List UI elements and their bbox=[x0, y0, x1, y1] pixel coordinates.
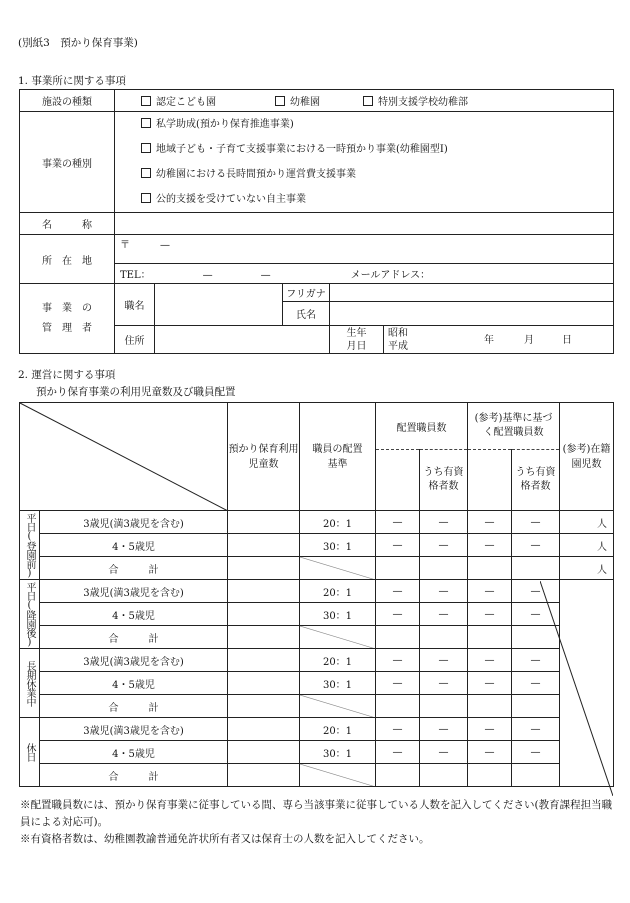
group-label: 平日(降園後) bbox=[20, 580, 40, 649]
table-row bbox=[20, 603, 614, 626]
children-count-field[interactable] bbox=[228, 649, 300, 672]
ratio-cell: 30：1 bbox=[300, 741, 376, 764]
staff-count-cell[interactable] bbox=[420, 695, 468, 718]
enrolled-count-cell[interactable]: 人 bbox=[560, 511, 614, 534]
business-option-3[interactable]: 幼稚園における長時間預かり運営費支援事業 bbox=[141, 162, 613, 187]
note-staff: ※配置職員数には、預かり保育事業に従事している間、専ら当該事業に従事している人数を記入してください(教育課程担当職員による対応可)。 bbox=[20, 799, 613, 828]
facility-type-options bbox=[115, 90, 614, 112]
staff-count-cell[interactable] bbox=[468, 764, 512, 787]
staff-count-cell[interactable]: — bbox=[420, 603, 468, 626]
table-row bbox=[20, 626, 614, 649]
manager-label: 事 業 の 管 理 者 bbox=[20, 284, 115, 354]
children-count-field[interactable] bbox=[228, 672, 300, 695]
children-count-field[interactable] bbox=[228, 557, 300, 580]
group-label: 長期休業中 bbox=[20, 649, 40, 718]
table-row bbox=[20, 557, 614, 580]
checkbox-icon[interactable] bbox=[275, 96, 285, 106]
staff-count-cell[interactable] bbox=[512, 557, 560, 580]
manager-name-field[interactable] bbox=[330, 302, 614, 326]
staff-count-cell[interactable] bbox=[468, 626, 512, 649]
postal-field[interactable]: 〒 — bbox=[115, 235, 614, 264]
blank-diagonal bbox=[300, 764, 376, 787]
ratio-blank bbox=[300, 557, 376, 580]
position-field[interactable] bbox=[155, 284, 283, 326]
birth-label: 生年 月日 bbox=[330, 326, 384, 354]
table-row bbox=[20, 741, 614, 764]
blank-diagonal bbox=[300, 695, 376, 718]
col-ref-uchi: うち有資格者数 bbox=[512, 450, 560, 511]
checkbox-icon[interactable] bbox=[141, 168, 151, 178]
age-label: 合 計 bbox=[40, 695, 228, 718]
staff-count-cell[interactable]: — bbox=[512, 580, 560, 603]
staff-count-cell[interactable]: — bbox=[420, 741, 468, 764]
children-count-field[interactable] bbox=[228, 534, 300, 557]
children-count-field[interactable] bbox=[228, 511, 300, 534]
business-type-label: 事業の種別 bbox=[20, 112, 115, 213]
staff-count-cell[interactable]: — bbox=[420, 534, 468, 557]
facility-option-kodomoen[interactable]: 認定こども園 bbox=[141, 93, 275, 108]
children-count-field[interactable] bbox=[228, 695, 300, 718]
col-staff: 配置職員数 bbox=[376, 403, 468, 450]
staff-count-cell[interactable] bbox=[420, 626, 468, 649]
operations-table bbox=[19, 402, 614, 787]
enrolled-count-cell[interactable]: 人 bbox=[560, 534, 614, 557]
ratio-blank bbox=[300, 695, 376, 718]
table-row bbox=[20, 580, 614, 603]
birth-date-field[interactable]: 昭和 平成 年 月 日 bbox=[384, 326, 614, 354]
staff-count-cell[interactable]: — bbox=[512, 534, 560, 557]
age-label: 4・5歳児 bbox=[40, 603, 228, 626]
staff-count-cell[interactable]: — bbox=[512, 649, 560, 672]
staff-count-cell[interactable]: — bbox=[468, 741, 512, 764]
table-row bbox=[20, 672, 614, 695]
business-type-options bbox=[115, 112, 614, 213]
blank-diagonal bbox=[300, 626, 376, 649]
age-label: 3歳児(満3歳児を含む) bbox=[40, 649, 228, 672]
table-row bbox=[20, 649, 614, 672]
staff-count-cell[interactable]: — bbox=[468, 580, 512, 603]
group-label: 平日(登園前) bbox=[20, 511, 40, 580]
col-standard: 職員の配置基準 bbox=[300, 403, 376, 511]
enrolled-count-cell[interactable]: 人 bbox=[560, 557, 614, 580]
enrolled-diagonal bbox=[540, 581, 613, 796]
age-label: 3歳児(満3歳児を含む) bbox=[40, 511, 228, 534]
table-row bbox=[20, 534, 614, 557]
age-label: 合 計 bbox=[40, 626, 228, 649]
checkbox-icon[interactable] bbox=[363, 96, 373, 106]
age-label: 4・5歳児 bbox=[40, 534, 228, 557]
staff-count-cell[interactable]: — bbox=[376, 649, 420, 672]
section2-subheading: 預かり保育事業の利用児童数及び職員配置 bbox=[36, 386, 236, 398]
checkbox-icon[interactable] bbox=[141, 193, 151, 203]
table-row bbox=[20, 695, 614, 718]
address-field[interactable] bbox=[155, 326, 330, 354]
business-info-table bbox=[19, 89, 614, 354]
diagonal-line bbox=[20, 403, 228, 511]
staff-count-cell[interactable]: — bbox=[420, 580, 468, 603]
ratio-cell: 30：1 bbox=[300, 672, 376, 695]
checkbox-icon[interactable] bbox=[141, 96, 151, 106]
col-enrolled: (参考)在籍園児数 bbox=[560, 403, 614, 511]
attachment-label: (別紙3 預かり保育事業) bbox=[18, 37, 138, 49]
staff-count-cell[interactable]: — bbox=[376, 511, 420, 534]
children-count-field[interactable] bbox=[228, 603, 300, 626]
business-option-2[interactable]: 地域子ども・子育て支援事業における一時預かり事業(幼稚園型Ⅰ) bbox=[141, 137, 613, 162]
staff-count-cell[interactable]: — bbox=[420, 511, 468, 534]
contact-field[interactable]: TEL： — — メールアドレス： bbox=[115, 264, 614, 284]
position-label: 職名 bbox=[115, 284, 155, 326]
table-row bbox=[20, 718, 614, 741]
staff-count-cell[interactable]: — bbox=[468, 511, 512, 534]
staff-count-cell[interactable]: — bbox=[468, 718, 512, 741]
ratio-cell: 30：1 bbox=[300, 603, 376, 626]
age-label: 合 計 bbox=[40, 557, 228, 580]
staff-count-cell[interactable] bbox=[468, 557, 512, 580]
age-label: 4・5歳児 bbox=[40, 672, 228, 695]
staff-count-cell[interactable]: — bbox=[468, 534, 512, 557]
staff-count-cell[interactable]: — bbox=[376, 718, 420, 741]
children-count-field[interactable] bbox=[228, 626, 300, 649]
business-option-1[interactable]: 私学助成(預かり保育推進事業) bbox=[141, 112, 613, 137]
facility-option-kindergarten[interactable]: 幼稚園 bbox=[275, 93, 363, 108]
furigana-field[interactable] bbox=[330, 284, 614, 302]
staff-count-cell[interactable] bbox=[376, 626, 420, 649]
staff-count-cell[interactable]: — bbox=[468, 603, 512, 626]
staff-count-cell[interactable]: — bbox=[512, 741, 560, 764]
note-qualified: ※有資格者数は、幼稚園教諭普通免許状所有者又は保育士の人数を記入してください。 bbox=[20, 833, 430, 845]
section1-heading: 1. 事業所に関する事項 bbox=[18, 75, 126, 87]
staff-count-cell[interactable] bbox=[376, 557, 420, 580]
table-row bbox=[20, 511, 614, 534]
staff-count-cell[interactable]: — bbox=[376, 603, 420, 626]
staff-count-cell[interactable] bbox=[420, 557, 468, 580]
diagonal-header-cell bbox=[20, 403, 228, 511]
age-label: 3歳児(満3歳児を含む) bbox=[40, 580, 228, 603]
name-field-label: 氏名 bbox=[283, 302, 330, 326]
ratio-cell: 20：1 bbox=[300, 718, 376, 741]
age-label: 合 計 bbox=[40, 764, 228, 787]
children-count-field[interactable] bbox=[228, 580, 300, 603]
staff-count-cell[interactable] bbox=[420, 764, 468, 787]
section2-heading: 2. 運営に関する事項 bbox=[18, 369, 116, 381]
group-label: 休日 bbox=[20, 718, 40, 787]
ratio-cell: 20：1 bbox=[300, 649, 376, 672]
business-option-4[interactable]: 公的支援を受けていない自主事業 bbox=[141, 187, 613, 212]
ratio-cell: 20：1 bbox=[300, 511, 376, 534]
staff-count-cell[interactable] bbox=[376, 695, 420, 718]
blank-diagonal bbox=[300, 557, 376, 580]
children-count-field[interactable] bbox=[228, 741, 300, 764]
location-label: 所 在 地 bbox=[20, 235, 115, 284]
staff-count-cell[interactable] bbox=[468, 695, 512, 718]
facility-option-special-school[interactable]: 特別支援学校幼稚部 bbox=[363, 97, 468, 108]
staff-count-cell[interactable]: — bbox=[420, 649, 468, 672]
checkbox-icon[interactable] bbox=[141, 143, 151, 153]
name-label: 名 称 bbox=[20, 213, 115, 235]
children-count-field[interactable] bbox=[228, 764, 300, 787]
address-label: 住所 bbox=[115, 326, 155, 354]
ratio-blank bbox=[300, 764, 376, 787]
col-children: 預かり保育利用児童数 bbox=[228, 403, 300, 511]
age-label: 4・5歳児 bbox=[40, 741, 228, 764]
checkbox-icon[interactable] bbox=[141, 118, 151, 128]
col-staff-uchi: うち有資格者数 bbox=[420, 450, 468, 511]
staff-count-cell[interactable]: — bbox=[512, 718, 560, 741]
staff-count-cell[interactable]: — bbox=[376, 741, 420, 764]
facility-type-label: 施設の種類 bbox=[20, 90, 115, 112]
ratio-blank bbox=[300, 626, 376, 649]
staff-count-cell[interactable]: — bbox=[420, 672, 468, 695]
ratio-cell: 20：1 bbox=[300, 580, 376, 603]
col-ref: (参考)基準に基づく配置職員数 bbox=[468, 403, 560, 450]
ratio-cell: 30：1 bbox=[300, 534, 376, 557]
staff-count-cell[interactable]: — bbox=[376, 534, 420, 557]
staff-count-cell[interactable]: — bbox=[420, 718, 468, 741]
staff-count-cell[interactable]: — bbox=[512, 672, 560, 695]
staff-count-cell[interactable]: — bbox=[468, 649, 512, 672]
table-row bbox=[20, 764, 614, 787]
staff-count-cell[interactable]: — bbox=[468, 672, 512, 695]
age-label: 3歳児(満3歳児を含む) bbox=[40, 718, 228, 741]
children-count-field[interactable] bbox=[228, 718, 300, 741]
staff-count-cell[interactable] bbox=[376, 764, 420, 787]
staff-count-cell[interactable]: — bbox=[512, 603, 560, 626]
furigana-label: フリガナ bbox=[283, 284, 330, 302]
staff-count-cell[interactable]: — bbox=[512, 511, 560, 534]
staff-count-cell[interactable]: — bbox=[376, 580, 420, 603]
name-field[interactable] bbox=[115, 213, 614, 235]
staff-count-cell[interactable]: — bbox=[376, 672, 420, 695]
